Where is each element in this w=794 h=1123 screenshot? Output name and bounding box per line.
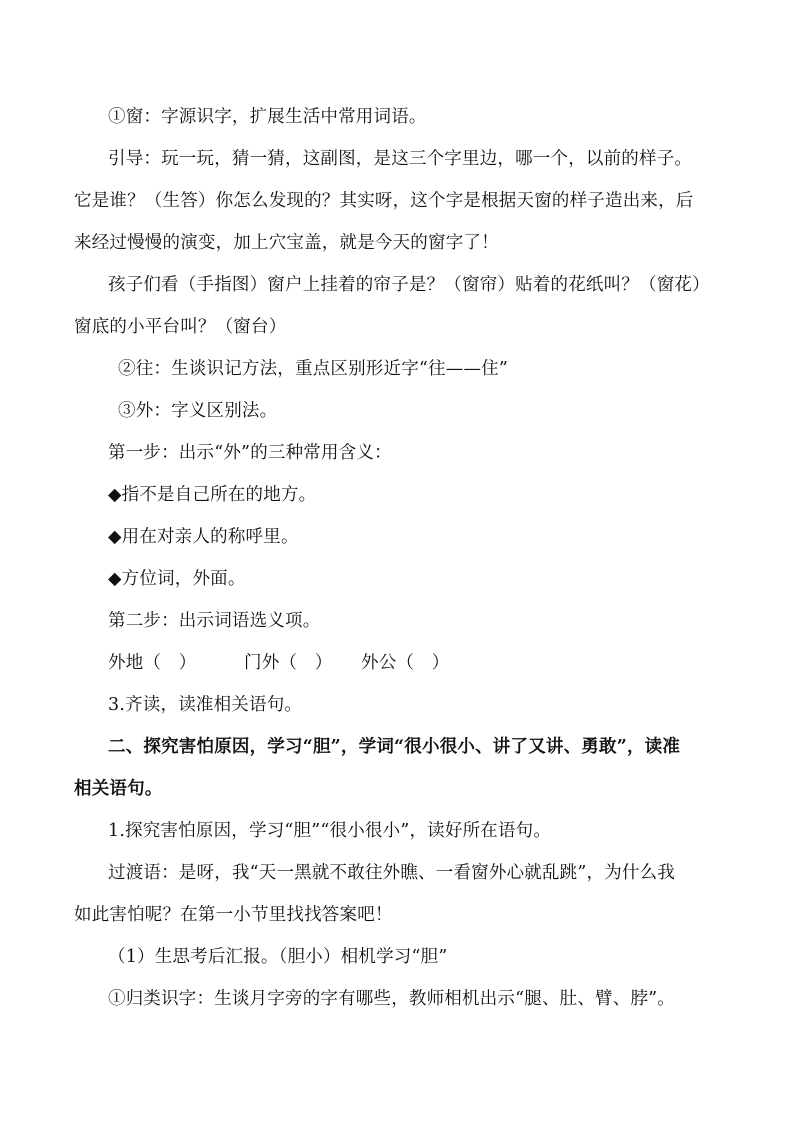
paragraph-wang-char: ②往：生谈识记方法，重点区别形近字“往——住”: [118, 359, 508, 379]
paragraph-classify-chars: ①归类识字：生谈月字旁的字有哪些，教师相机出示“腿、肚、臂、脖”。: [108, 989, 675, 1009]
paragraph-curtain-line-2: 窗底的小平台叫？（窗台）: [74, 317, 287, 337]
paragraph-wai-char: ③外：字义区别法。: [118, 401, 278, 421]
paragraph-step-two: 第二步：出示词语选义项。: [108, 611, 321, 631]
paragraph-step-one: 第一步：出示“外”的三种常用含义：: [108, 443, 392, 463]
bullet-meaning-3: ◆方位词，外面。: [108, 569, 246, 589]
paragraph-window-char: ①窗：字源识字，扩展生活中常用词语。: [108, 107, 427, 127]
paragraph-curtain-line-1: 孩子们看（手指图）窗户上挂着的帘子是？（窗帘）贴着的花纸叫？（窗花）: [108, 275, 710, 295]
section-heading-line-2: 相关语句。: [74, 779, 163, 799]
word-choice-waidi: 外地（ ）: [108, 653, 197, 673]
paragraph-transition-line-2: 如此害怕呢？在第一小节里找找答案吧！: [74, 905, 393, 925]
paragraph-explore-reason: 1.探究害怕原因，学习“胆”“很小很小”，读好所在语句。: [108, 821, 552, 841]
paragraph-read-aloud: 3.齐读，读准相关语句。: [108, 695, 303, 715]
section-heading-line-1: 二、探究害怕原因，学习“胆”，学词“很小很小、讲了又讲、勇敢”，读准: [108, 737, 681, 757]
paragraph-guide-line-1: 引导：玩一玩，猜一猜，这副图，是这三个字里边，哪一个，以前的样子。: [108, 149, 693, 169]
paragraph-guide-line-3: 来经过慢慢的演变，加上穴宝盖，就是今天的窗字了！: [74, 233, 499, 253]
word-choice-menwai: 门外（ ）: [244, 653, 333, 673]
word-choice-waigong: 外公（ ）: [361, 653, 450, 673]
paragraph-student-report: （1）生思考后汇报。（胆小）相机学习“胆”: [108, 947, 448, 967]
paragraph-guide-line-2: 它是谁？（生答）你怎么发现的？其实呀，这个字是根据天窗的样子造出来，后: [74, 191, 694, 211]
bullet-meaning-1: ◆指不是自己所在的地方。: [108, 485, 317, 505]
bullet-meaning-2: ◆用在对亲人的称呼里。: [108, 527, 299, 547]
paragraph-transition-line-1: 过渡语：是呀，我“天一黑就不敢往外瞧、一看窗外心就乱跳”，为什么我: [108, 863, 675, 883]
